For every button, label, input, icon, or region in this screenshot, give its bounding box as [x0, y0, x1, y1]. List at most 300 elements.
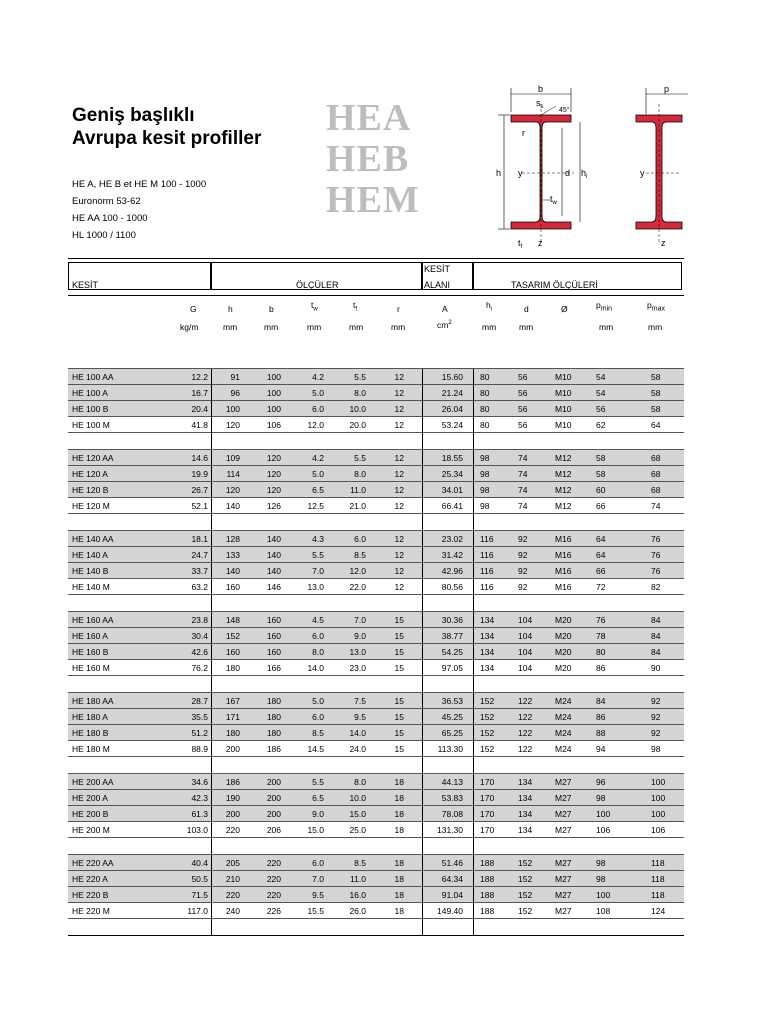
column-divider [211, 514, 212, 531]
column-divider [422, 595, 423, 612]
cell-pmin: 58 [596, 469, 606, 479]
table-row [68, 806, 684, 822]
column-divider [473, 676, 474, 693]
cell-b: 160 [266, 647, 281, 657]
cell-r: 12 [394, 420, 404, 430]
cell-g: 42.6 [191, 647, 208, 657]
cell-d: 74 [518, 469, 528, 479]
column-divider [211, 595, 212, 612]
cell-tf: 5.5 [354, 453, 366, 463]
cell-g: 12.2 [191, 372, 208, 382]
column-divider [473, 855, 474, 871]
cell-hi: 134 [480, 631, 495, 641]
column-divider [211, 903, 212, 919]
column-divider [211, 709, 212, 725]
cell-d: 104 [518, 647, 533, 657]
cell-r: 12 [394, 404, 404, 414]
column-divider [422, 482, 423, 498]
cell-kesit: HE 220 M [72, 906, 110, 916]
cell-tw: 4.2 [312, 453, 324, 463]
cell-r: 18 [394, 809, 404, 819]
cell-d: 92 [518, 550, 528, 560]
standard-item: HL 1000 / 1100 [72, 230, 136, 241]
cell-b: 200 [266, 809, 281, 819]
cell-hi: 170 [480, 825, 495, 835]
series-label-hea: HEA [326, 97, 412, 139]
unit-tw: mm [307, 322, 322, 332]
sym-h: h [228, 304, 233, 314]
cell-g: 14.6 [191, 453, 208, 463]
column-divider [473, 450, 474, 466]
cell-tw: 9.5 [312, 890, 324, 900]
column-divider [211, 741, 212, 757]
unit-h: mm [223, 322, 238, 332]
table-row [68, 725, 684, 741]
spacer-row [68, 352, 684, 369]
series-labels [326, 98, 420, 221]
cell-g: 117.0 [187, 906, 208, 916]
cell-tw: 4.2 [312, 372, 324, 382]
cell-bolt: M12 [555, 501, 572, 511]
cell-tw: 6.0 [312, 858, 324, 868]
cell-g: 20.4 [191, 404, 208, 414]
table-row [68, 903, 684, 919]
unit-a: $cm^2$ [437, 320, 452, 330]
cell-hi: 188 [480, 906, 495, 916]
cell-g: 35.5 [191, 712, 208, 722]
column-divider [422, 887, 423, 903]
axis-z: z [538, 238, 543, 248]
cell-b: 140 [266, 566, 281, 576]
page-title [72, 104, 261, 150]
cell-b: 226 [266, 906, 281, 916]
column-divider [473, 612, 474, 628]
cell-b: 160 [266, 631, 281, 641]
cell-pmax: 58 [651, 388, 661, 398]
cell-tf: 12.0 [349, 566, 366, 576]
column-divider [473, 563, 474, 579]
cell-pmax: 100 [651, 809, 666, 819]
cell-tf: 7.5 [354, 696, 366, 706]
cell-d: 134 [518, 777, 533, 787]
cell-r: 12 [394, 372, 404, 382]
cell-b: 126 [266, 501, 281, 511]
column-divider [473, 774, 474, 790]
cell-h: 128 [225, 534, 240, 544]
column-divider [422, 871, 423, 887]
cell-tf: 23.0 [349, 663, 366, 673]
cell-a: 65.25 [441, 728, 463, 738]
column-divider [473, 401, 474, 417]
cell-d: 152 [518, 906, 533, 916]
cell-r: 18 [394, 858, 404, 868]
column-divider [422, 741, 423, 757]
cell-a: 44.13 [441, 777, 463, 787]
spacer-row [68, 676, 684, 693]
cell-g: 30.4 [191, 631, 208, 641]
spacer-row [68, 838, 684, 855]
cell-d: 104 [518, 663, 533, 673]
cell-tw: 7.0 [312, 874, 324, 884]
table-row [68, 385, 684, 401]
cell-b: 146 [266, 582, 281, 592]
spacer-row [68, 919, 684, 936]
column-divider [422, 757, 423, 774]
column-divider [473, 369, 474, 385]
cell-h: 96 [230, 388, 240, 398]
cell-a: 131.30 [437, 825, 463, 835]
unit-hi: mm [482, 322, 497, 332]
cell-pmin: 58 [596, 453, 606, 463]
cell-kesit: HE 160 AA [72, 615, 114, 625]
cell-kesit: HE 100 M [72, 420, 110, 430]
column-divider [422, 838, 423, 855]
series-label-hem: HEM [326, 179, 420, 221]
cell-pmax: 76 [651, 566, 661, 576]
cell-pmax: 118 [651, 890, 665, 900]
cell-pmin: 56 [596, 404, 606, 414]
cell-a: 113.30 [437, 744, 463, 754]
cell-d: 152 [518, 890, 533, 900]
cell-bolt: M10 [555, 420, 572, 430]
cell-pmin: 72 [596, 582, 606, 592]
cell-tf: 26.0 [349, 906, 366, 916]
dim-s: $s_s$ [536, 98, 544, 110]
cell-a: 45.25 [441, 712, 463, 722]
cell-g: 50.5 [191, 874, 208, 884]
table-row [68, 660, 684, 676]
cell-b: 106 [266, 420, 281, 430]
sym-a: A [442, 304, 448, 314]
column-divider [473, 871, 474, 887]
cell-pmin: 54 [596, 388, 606, 398]
cell-pmax: 68 [651, 485, 661, 495]
cell-hi: 152 [480, 728, 495, 738]
cell-d: 92 [518, 566, 528, 576]
column-divider [211, 401, 212, 417]
column-divider [422, 903, 423, 919]
cell-a: 34.01 [441, 485, 463, 495]
table-row [68, 547, 684, 563]
cell-a: 53.24 [441, 420, 463, 430]
cell-b: 220 [266, 858, 281, 868]
column-divider [211, 806, 212, 822]
cell-h: 91 [230, 372, 240, 382]
column-divider [473, 838, 474, 855]
table-row [68, 612, 684, 628]
cell-kesit: HE 140 B [72, 566, 109, 576]
cell-tw: 8.0 [312, 647, 324, 657]
cell-g: 18.1 [191, 534, 208, 544]
cell-tw: 12.0 [307, 420, 324, 430]
cell-hi: 134 [480, 647, 495, 657]
cell-pmax: 124 [651, 906, 666, 916]
cell-a: 42.96 [441, 566, 463, 576]
column-divider [211, 385, 212, 401]
cell-hi: 188 [480, 858, 495, 868]
unit-r: mm [391, 322, 406, 332]
sym-tw: $t_w$ [311, 300, 318, 313]
cell-r: 12 [394, 485, 404, 495]
cell-tf: 10.0 [349, 404, 366, 414]
column-divider [211, 531, 212, 547]
cell-a: 18.55 [441, 453, 463, 463]
cell-a: 36.53 [441, 696, 463, 706]
unit-pmin: mm [599, 322, 614, 332]
cell-pmax: 82 [651, 582, 661, 592]
column-divider [422, 822, 423, 838]
cell-a: 64.34 [441, 874, 463, 884]
cell-h: 120 [225, 420, 240, 430]
cell-d: 56 [518, 420, 528, 430]
cell-kesit: HE 140 M [72, 582, 110, 592]
column-divider [211, 563, 212, 579]
cell-g: 19.9 [191, 469, 208, 479]
cell-h: 109 [225, 453, 240, 463]
cell-a: 66.41 [441, 501, 463, 511]
cell-h: 220 [225, 825, 240, 835]
cell-r: 18 [394, 874, 404, 884]
table-row [68, 563, 684, 579]
table-row [68, 417, 684, 433]
cell-bolt: M12 [555, 485, 572, 495]
table-row [68, 498, 684, 514]
cell-r: 15 [394, 631, 404, 641]
table-row [68, 887, 684, 903]
table-row [68, 466, 684, 482]
cell-r: 15 [394, 696, 404, 706]
cell-h: 210 [225, 874, 240, 884]
cell-r: 15 [394, 744, 404, 754]
cell-d: 134 [518, 793, 533, 803]
cell-b: 186 [266, 744, 281, 754]
title-line-2: Avrupa kesit profiller [72, 128, 262, 149]
column-divider [473, 822, 474, 838]
column-divider [422, 725, 423, 741]
sym-tf: $t_f$ [353, 300, 358, 313]
cell-tf: 22.0 [349, 582, 366, 592]
cell-kesit: HE 100 A [72, 388, 108, 398]
cell-tw: 4.5 [312, 615, 324, 625]
cell-kesit: HE 120 B [72, 485, 109, 495]
cell-tf: 25.0 [349, 825, 366, 835]
column-divider [211, 482, 212, 498]
cell-a: 26.04 [441, 404, 463, 414]
cell-r: 12 [394, 453, 404, 463]
cell-b: 220 [266, 874, 281, 884]
standard-item: HE A, HE B et HE M 100 - 1000 [72, 179, 207, 190]
cell-d: 122 [518, 712, 533, 722]
table-row [68, 871, 684, 887]
cell-hi: 152 [480, 744, 495, 754]
header-kesit-alani-1: KESİT [424, 264, 451, 274]
column-divider [422, 612, 423, 628]
column-divider [211, 612, 212, 628]
cell-d: 56 [518, 372, 528, 382]
cell-tw: 7.0 [312, 566, 324, 576]
cell-hi: 134 [480, 663, 495, 673]
table-row [68, 531, 684, 547]
column-divider [473, 385, 474, 401]
table-row [68, 644, 684, 660]
cell-h: 160 [225, 647, 240, 657]
column-divider [422, 919, 423, 936]
column-divider [422, 579, 423, 595]
cell-g: 34.6 [191, 777, 208, 787]
cell-r: 12 [394, 550, 404, 560]
column-divider [473, 482, 474, 498]
cell-tw: 14.0 [307, 663, 324, 673]
axis-y: y [518, 168, 523, 178]
dim-h: h [496, 168, 502, 178]
cell-tw: 5.5 [312, 550, 324, 560]
profile-table [68, 258, 684, 936]
column-divider [473, 595, 474, 612]
cell-bolt: M20 [555, 663, 572, 673]
cell-pmin: 106 [596, 825, 611, 835]
cell-tf: 13.0 [349, 647, 366, 657]
cell-h: 140 [225, 566, 240, 576]
cell-tw: 5.0 [312, 388, 324, 398]
table-row [68, 774, 684, 790]
cell-tf: 11.0 [350, 485, 366, 495]
cell-g: 16.7 [191, 388, 208, 398]
cell-kesit: HE 160 A [72, 631, 108, 641]
cell-d: 104 [518, 631, 533, 641]
cell-pmax: 58 [651, 372, 661, 382]
column-divider [473, 919, 474, 936]
cell-pmax: 92 [651, 728, 661, 738]
table-row [68, 401, 684, 417]
cell-tf: 9.0 [354, 631, 366, 641]
cell-tf: 6.0 [354, 534, 366, 544]
cell-b: 100 [266, 372, 281, 382]
cell-tw: 6.0 [312, 404, 324, 414]
cell-pmax: 74 [651, 501, 661, 511]
column-divider [473, 498, 474, 514]
column-divider [473, 790, 474, 806]
cell-tf: 16.0 [349, 890, 366, 900]
dim-d: d [565, 168, 571, 178]
header-kesit: KESİT [72, 280, 99, 290]
cell-kesit: HE 200 M [72, 825, 110, 835]
cell-d: 56 [518, 388, 528, 398]
table-row [68, 741, 684, 757]
cell-b: 100 [266, 388, 281, 398]
column-divider [473, 628, 474, 644]
column-divider [211, 855, 212, 871]
standard-item: Euronorm 53-62 [72, 196, 141, 207]
cell-kesit: HE 120 AA [72, 453, 114, 463]
cell-a: 149.40 [437, 906, 463, 916]
cell-pmax: 92 [651, 696, 661, 706]
cell-a: 78.08 [441, 809, 463, 819]
cell-pmin: 86 [596, 663, 606, 673]
cell-tf: 8.5 [354, 550, 366, 560]
cell-tw: 4.3 [312, 534, 324, 544]
cell-bolt: M20 [555, 647, 572, 657]
column-divider [473, 709, 474, 725]
cell-b: 166 [266, 663, 281, 673]
cell-pmax: 68 [651, 469, 661, 479]
symbols-units-row [68, 296, 684, 352]
cell-kesit: HE 160 M [72, 663, 110, 673]
column-divider [473, 531, 474, 547]
table-row [68, 693, 684, 709]
cell-bolt: M27 [555, 858, 572, 868]
cell-b: 180 [266, 728, 281, 738]
cell-b: 120 [266, 469, 281, 479]
cell-g: 42.3 [191, 793, 208, 803]
column-divider [211, 838, 212, 855]
cell-g: 51.2 [191, 728, 208, 738]
cell-r: 18 [394, 906, 404, 916]
column-divider [473, 693, 474, 709]
cell-b: 200 [266, 793, 281, 803]
dim-r: r [522, 128, 525, 138]
column-divider [211, 774, 212, 790]
table-header [68, 258, 684, 296]
cell-pmin: 64 [596, 534, 606, 544]
cell-a: 21.24 [441, 388, 463, 398]
column-divider [473, 433, 474, 450]
column-divider [473, 579, 474, 595]
cell-d: 104 [518, 615, 533, 625]
cell-pmax: 76 [651, 550, 661, 560]
cell-g: 28.7 [191, 696, 208, 706]
header-kesit-alani-2: ALANI [424, 280, 451, 290]
column-divider [422, 417, 423, 433]
cell-h: 100 [225, 404, 240, 414]
unit-g: kg/m [180, 322, 199, 332]
dim-tf: $t_f$ [518, 238, 523, 250]
cell-pmax: 92 [651, 712, 661, 722]
column-divider [211, 725, 212, 741]
cell-hi: 98 [480, 453, 490, 463]
cell-r: 18 [394, 890, 404, 900]
cell-bolt: M27 [555, 793, 572, 803]
cell-pmin: 100 [596, 890, 611, 900]
cell-bolt: M27 [555, 825, 572, 835]
cell-bolt: M24 [555, 712, 572, 722]
cell-tw: 5.5 [312, 777, 324, 787]
cell-d: 134 [518, 809, 533, 819]
standards-list [72, 176, 206, 244]
cell-tw: 6.0 [312, 631, 324, 641]
cell-kesit: HE 100 B [72, 404, 109, 414]
cell-h: 200 [225, 809, 240, 819]
cell-pmin: 76 [596, 615, 606, 625]
cell-r: 18 [394, 793, 404, 803]
cell-tf: 15.0 [349, 809, 366, 819]
column-divider [211, 579, 212, 595]
cell-b: 120 [266, 485, 281, 495]
cell-kesit: HE 220 B [72, 890, 109, 900]
cell-hi: 98 [480, 485, 490, 495]
cell-a: 51.46 [441, 858, 463, 868]
cell-kesit: HE 220 A [72, 874, 108, 884]
sym-pmin: $p_{min}$ [596, 300, 613, 313]
cell-r: 15 [394, 712, 404, 722]
cell-tw: 6.5 [312, 485, 324, 495]
spacer-row [68, 757, 684, 774]
cell-tf: 7.0 [354, 615, 366, 625]
cell-g: 24.7 [191, 550, 208, 560]
cell-bolt: M16 [555, 550, 572, 560]
column-divider [473, 660, 474, 676]
cell-bolt: M24 [555, 728, 572, 738]
cell-kesit: HE 200 A [72, 793, 108, 803]
